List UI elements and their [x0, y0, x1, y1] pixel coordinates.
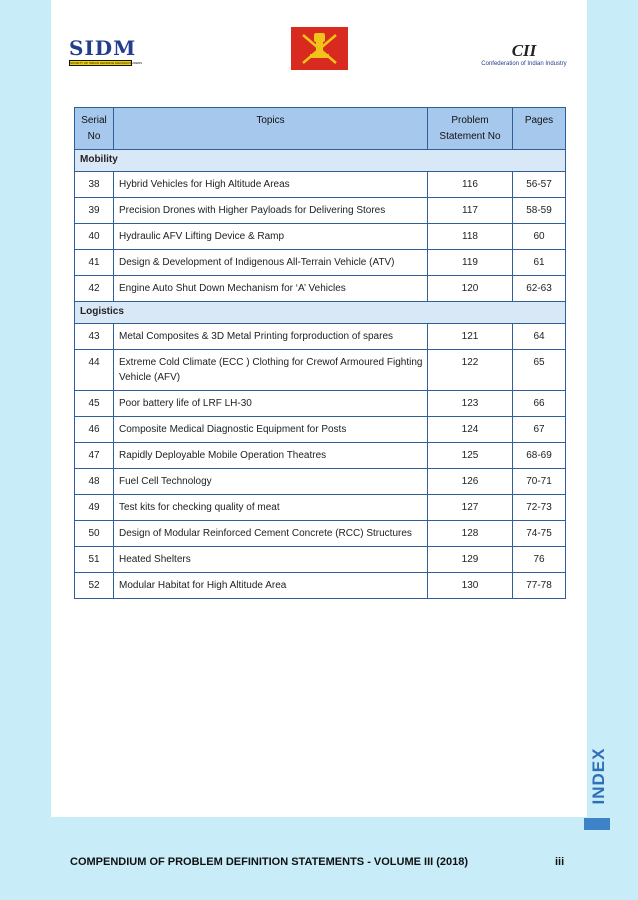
- pages-cell: 68-69: [513, 443, 566, 469]
- cii-logo-text: Confederation of Indian Industry: [481, 61, 567, 67]
- pages-cell: 77-78: [513, 573, 566, 599]
- problem-statement-cell: 123: [428, 391, 513, 417]
- footer-page-number: iii: [555, 856, 565, 868]
- table-row: [75, 350, 566, 391]
- serial-cell: 40: [75, 224, 114, 250]
- serial-cell: 38: [75, 172, 114, 198]
- problem-statement-cell: 120: [428, 276, 513, 302]
- section-title: Logistics: [75, 302, 566, 324]
- section-row: [75, 302, 566, 324]
- table-row: [75, 276, 566, 302]
- pages-cell: 66: [513, 391, 566, 417]
- topic-cell: Design of Modular Reinforced Cement Concrete (RCC) Structures: [114, 521, 428, 547]
- pages-cell: 67: [513, 417, 566, 443]
- pages-cell: 62-63: [513, 276, 566, 302]
- problem-statement-cell: 125: [428, 443, 513, 469]
- pages-cell: 64: [513, 324, 566, 350]
- topic-cell: Test kits for checking quality of meat: [114, 495, 428, 521]
- topic-cell: Modular Habitat for High Altitude Area: [114, 573, 428, 599]
- left-margin-band: [0, 0, 51, 900]
- index-table: [74, 107, 566, 599]
- problem-statement-cell: 121: [428, 324, 513, 350]
- problem-statement-cell: 127: [428, 495, 513, 521]
- serial-cell: 47: [75, 443, 114, 469]
- serial-cell: 41: [75, 250, 114, 276]
- header-topics: Topics: [114, 108, 428, 150]
- topic-cell: Metal Composites & 3D Metal Printing forproduction of spares: [114, 324, 428, 350]
- table-row: [75, 521, 566, 547]
- problem-statement-cell: 126: [428, 469, 513, 495]
- cii-logo: [474, 42, 574, 67]
- problem-statement-cell: 128: [428, 521, 513, 547]
- pages-cell: 56-57: [513, 172, 566, 198]
- table-row: [75, 324, 566, 350]
- sidm-logo-text: SIDM: [69, 36, 137, 60]
- topic-cell: Rapidly Deployable Mobile Operation Theatres: [114, 443, 428, 469]
- table-row: [75, 547, 566, 573]
- section-title: Mobility: [75, 150, 566, 172]
- table-row: [75, 469, 566, 495]
- table-row: [75, 417, 566, 443]
- index-tab-label: INDEX: [589, 747, 608, 805]
- cii-logo-mark: CII: [511, 41, 537, 60]
- header-problem-statement: Problem Statement No: [428, 108, 513, 150]
- table-row: [75, 172, 566, 198]
- serial-cell: 44: [75, 350, 114, 391]
- footer-title: COMPENDIUM OF PROBLEM DEFINITION STATEMENTS - VOLUME III (2018): [70, 856, 469, 868]
- header-serial: Serial No: [75, 108, 114, 150]
- topic-cell: Composite Medical Diagnostic Equipment for Posts: [114, 417, 428, 443]
- index-side-tab: [584, 732, 614, 822]
- index-tab-block: [584, 818, 610, 830]
- pages-cell: 58-59: [513, 198, 566, 224]
- topic-cell: Poor battery life of LRF LH-30: [114, 391, 428, 417]
- pages-cell: 70-71: [513, 469, 566, 495]
- section-row: [75, 150, 566, 172]
- problem-statement-cell: 124: [428, 417, 513, 443]
- pages-cell: 65: [513, 350, 566, 391]
- table-header-row: [75, 108, 566, 150]
- serial-cell: 48: [75, 469, 114, 495]
- serial-cell: 39: [75, 198, 114, 224]
- topic-cell: Engine Auto Shut Down Mechanism for ‘A’ Vehicles: [114, 276, 428, 302]
- table-row: [75, 224, 566, 250]
- serial-cell: 51: [75, 547, 114, 573]
- pages-cell: 60: [513, 224, 566, 250]
- header-pages: Pages: [513, 108, 566, 150]
- serial-cell: 42: [75, 276, 114, 302]
- topic-cell: Hybrid Vehicles for High Altitude Areas: [114, 172, 428, 198]
- table-row: [75, 391, 566, 417]
- topic-cell: Hydraulic AFV Lifting Device & Ramp: [114, 224, 428, 250]
- problem-statement-cell: 129: [428, 547, 513, 573]
- topic-cell: Heated Shelters: [114, 547, 428, 573]
- problem-statement-cell: 119: [428, 250, 513, 276]
- serial-cell: 43: [75, 324, 114, 350]
- serial-cell: 45: [75, 391, 114, 417]
- pages-cell: 72-73: [513, 495, 566, 521]
- pages-cell: 74-75: [513, 521, 566, 547]
- table-row: [75, 198, 566, 224]
- pages-cell: 61: [513, 250, 566, 276]
- table-row: [75, 250, 566, 276]
- problem-statement-cell: 122: [428, 350, 513, 391]
- serial-cell: 52: [75, 573, 114, 599]
- topic-cell: Design & Development of Indigenous All-Terrain Vehicle (ATV): [114, 250, 428, 276]
- serial-cell: 49: [75, 495, 114, 521]
- topic-cell: Fuel Cell Technology: [114, 469, 428, 495]
- problem-statement-cell: 117: [428, 198, 513, 224]
- table-row: [75, 443, 566, 469]
- serial-cell: 50: [75, 521, 114, 547]
- sidm-logo-tagline: SOCIETY OF INDIAN DEFENCE MANUFACTURERS: [70, 61, 143, 65]
- pages-cell: 76: [513, 547, 566, 573]
- topic-cell: Precision Drones with Higher Payloads for Delivering Stores: [114, 198, 428, 224]
- table-body: [75, 150, 566, 599]
- table-row: [75, 573, 566, 599]
- problem-statement-cell: 130: [428, 573, 513, 599]
- problem-statement-cell: 116: [428, 172, 513, 198]
- army-emblem: [291, 27, 348, 70]
- sidm-logo: [69, 36, 143, 66]
- topic-cell: Extreme Cold Climate (ECC ) Clothing for Crewof Armoured Fighting Vehicle (AFV): [114, 350, 428, 391]
- problem-statement-cell: 118: [428, 224, 513, 250]
- serial-cell: 46: [75, 417, 114, 443]
- table-row: [75, 495, 566, 521]
- army-emblem-icon: [291, 27, 348, 70]
